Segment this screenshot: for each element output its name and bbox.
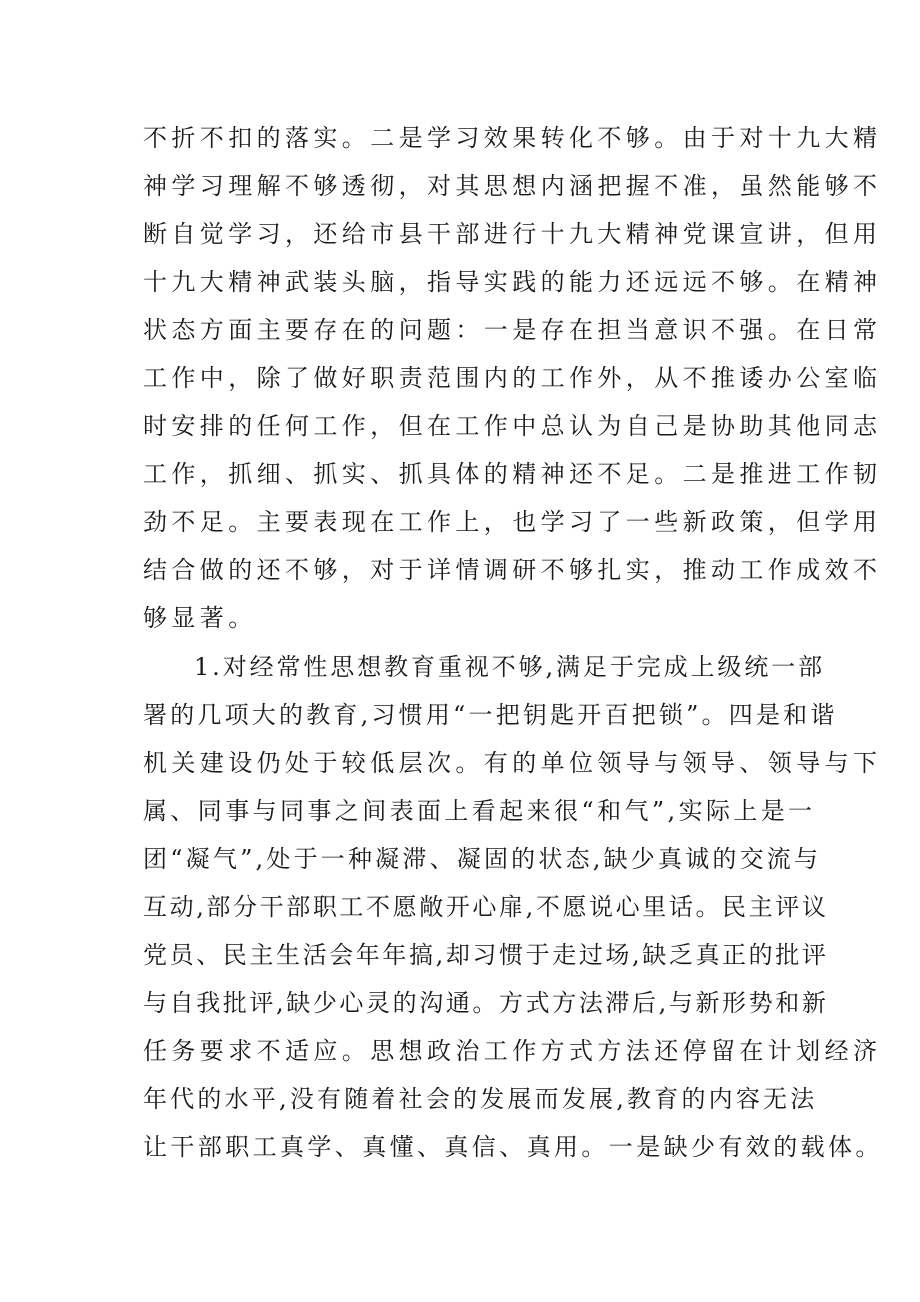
text-line: 年代的水平,没有随着社会的发展而发展,教育的内容无法 bbox=[143, 1085, 818, 1113]
text-line: 神学习理解不够透彻，对其思想内涵把握不准，虽然能够不 bbox=[143, 172, 882, 200]
text-line: 党员、民主生活会年年搞,却习惯于走过场,缺乏真正的批评 bbox=[143, 941, 829, 969]
text-line: 任务要求不适应。思想政治工作方式方法还停留在计划经济 bbox=[143, 1037, 882, 1065]
text-line: 断自觉学习，还给市县干部进行十九大精神党课宣讲，但用 bbox=[143, 220, 882, 248]
text-line: 互动,部分干部职工不愿敞开心扉,不愿说心里话。民主评议 bbox=[143, 893, 829, 921]
text-line: 与自我批评,缺少心灵的沟通。方式方法滞后,与新形势和新 bbox=[143, 989, 829, 1017]
text-line: 工作中，除了做好职责范围内的工作外，从不推诿办公室临 bbox=[143, 364, 882, 392]
text-line: 团“凝气”,处于一种凝滞、凝固的状态,缺少真诚的交流与 bbox=[143, 845, 822, 873]
text-line: 署的几项大的教育,习惯用“一把钥匙开百把锁”。四是和谐 bbox=[143, 701, 838, 729]
text-line: 让干部职工真学、真懂、真信、真用。一是缺少有效的载体。 bbox=[143, 1133, 883, 1161]
text-line: 1.对经常性思想教育重视不够,满足于完成上级统一部 bbox=[194, 653, 826, 681]
text-line: 属、同事与同事之间表面上看起来很“和气”,实际上是一 bbox=[143, 797, 816, 825]
text-line: 时安排的任何工作，但在工作中总认为自己是协助其他同志 bbox=[143, 412, 882, 440]
text-line: 十九大精神武装头脑，指导实践的能力还远远不够。在精神 bbox=[143, 268, 882, 296]
text-line: 够显著。 bbox=[143, 604, 257, 632]
text-line: 劲不足。主要表现在工作上，也学习了一些新政策，但学用 bbox=[143, 508, 882, 536]
text-line: 机关建设仍处于较低层次。有的单位领导与领导、领导与下 bbox=[143, 749, 882, 777]
text-line: 工作，抓细、抓实、抓具体的精神还不足。二是推进工作韧 bbox=[143, 460, 882, 488]
text-line: 不折不扣的落实。二是学习效果转化不够。由于对十九大精 bbox=[143, 124, 882, 152]
text-line: 状态方面主要存在的问题：一是存在担当意识不强。在日常 bbox=[143, 316, 882, 344]
text-line: 结合做的还不够，对于详情调研不够扎实，推动工作成效不 bbox=[143, 556, 882, 584]
